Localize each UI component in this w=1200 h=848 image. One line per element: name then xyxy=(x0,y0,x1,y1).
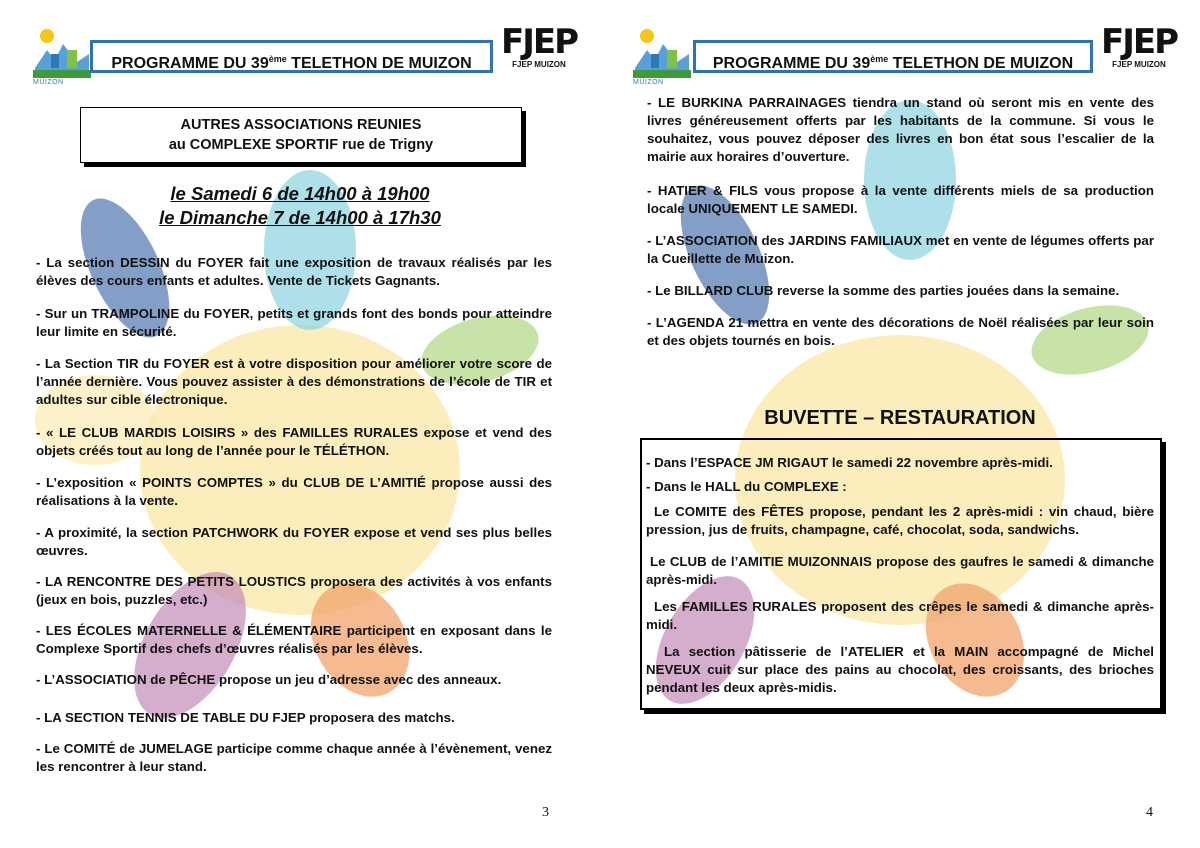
buvette-hall: - Dans le HALL du COMPLEXE : xyxy=(646,479,847,494)
paragraph-burkina: - LE BURKINA PARRAINAGES tiendra un stand où seront mis en vente des livres généreusement offerts par les habitants de la commune. Si vous le souhaitez, vous pouvez déposer des livres en bon état sous l’escalier de la mairie aux horaires d’ouverture. xyxy=(647,95,1154,164)
paragraph-tennis-de-table: - LA SECTION TENNIS DE TABLE DU FJEP proposera des matchs. xyxy=(36,710,455,725)
associations-title-box xyxy=(80,107,522,163)
date-sunday: le Dimanche 7 de 14h00 à 17h30 xyxy=(159,207,441,228)
fjep-logo-caption: FJEP MUIZON xyxy=(1112,60,1166,69)
fjep-logo-mark: FJEP xyxy=(1100,22,1178,62)
paragraph-petits-loustics: - LA RENCONTRE DES PETITS LOUSTICS proposera des activités à vos enfants (jeux en bois, puzzles, etc.) xyxy=(36,574,552,607)
buvette-comite-fetes: Le COMITE des FÊTES propose, pendant les 2 après-midi : vin chaud, bière pression, jus de fruits, champagne, café, chocolat, soda, sandwichs. xyxy=(646,504,1154,537)
associations-title-line1: AUTRES ASSOCIATIONS REUNIES xyxy=(180,117,422,133)
paragraph-agenda21: - L’AGENDA 21 mettra en vente des décorations de Noël réalisées par leur soin et des objets tournés en bois. xyxy=(647,315,1154,348)
fjep-logo xyxy=(499,22,579,82)
paragraph-jumelage: - Le COMITÉ de JUMELAGE participe comme chaque année à l’évènement, venez les rencontrer à leur stand. xyxy=(36,741,552,774)
muizon-logo xyxy=(33,24,91,86)
paragraph-peche: - L’ASSOCIATION de PÊCHE propose un jeu d’adresse avec des anneaux. xyxy=(36,672,502,687)
page-number: 3 xyxy=(542,805,549,820)
buvette-familles-rurales: Les FAMILLES RURALES proposent des crêpes le samedi & dimanche après-midi. xyxy=(646,599,1154,632)
paragraph-jardins: - L’ASSOCIATION des JARDINS FAMILIAUX met en vente de légumes offerts par la Cueillette de Muizon. xyxy=(647,233,1154,266)
buvette-title: BUVETTE – RESTAURATION xyxy=(764,407,1036,429)
muizon-logo-caption: MUIZON xyxy=(633,79,664,86)
date-saturday: le Samedi 6 de 14h00 à 19h00 xyxy=(170,183,430,204)
paragraph-patchwork: - A proximité, la section PATCHWORK du FOYER expose et vend ses plus belles œuvres. xyxy=(36,525,552,558)
buvette-patisserie: La section pâtisserie de l’ATELIER et la MAIN accompagné de Michel NEVEUX cuit sur place des pains au chocolat, des croissants, des brioches pendant les deux après-midis. xyxy=(646,644,1154,695)
buvette-club-amitie: Le CLUB de l’AMITIE MUIZONNAIS propose des gaufres le samedi & dimanche après-midi. xyxy=(646,554,1154,587)
page-number: 4 xyxy=(1146,805,1153,820)
header-title: PROGRAMME DU 39ème TELETHON DE MUIZON xyxy=(693,40,1093,73)
paragraph-tir: - La Section TIR du FOYER est à votre disposition pour améliorer votre score de l’année dernière. Vous pouvez assister à des démonstrations de l’école de TIR et adultes sur cible électronique. xyxy=(36,356,552,407)
paragraph-hatier: - HATIER & FILS vous propose à la vente différents miels de sa production locale UNIQUEMENT LE SAMEDI. xyxy=(647,183,1154,216)
paragraph-billard: - Le BILLARD CLUB reverse la somme des parties jouées dans la semaine. xyxy=(647,283,1120,298)
fjep-logo-mark: FJEP xyxy=(500,22,578,62)
buvette-espace-rigaut: - Dans l’ESPACE JM RIGAUT le samedi 22 novembre après-midi. xyxy=(646,455,1053,470)
paragraph-dessin: - La section DESSIN du FOYER fait une exposition de travaux réalisés par les élèves des cours enfants et adultes. Vente de Tickets Gagnants. xyxy=(36,255,552,288)
muizon-logo-caption: MUIZON xyxy=(33,79,64,86)
muizon-logo xyxy=(633,24,691,86)
fjep-logo-caption: FJEP MUIZON xyxy=(512,60,566,69)
paragraph-points-comptes: - L’exposition « POINTS COMPTES » du CLUB DE L’AMITIÉ propose aussi des réalisations à la vente. xyxy=(36,475,552,508)
associations-title-line2: au COMPLEXE SPORTIF rue de Trigny xyxy=(168,137,434,153)
header-title: PROGRAMME DU 39ème TELETHON DE MUIZON xyxy=(90,40,493,73)
paragraph-mardis-loisirs: - « LE CLUB MARDIS LOISIRS » des FAMILLES RURALES expose et vend des objets créés tout au long de l’année pour le TÉLÉTHON. xyxy=(36,425,552,458)
paragraph-trampoline: - Sur un TRAMPOLINE du FOYER, petits et grands font des bonds pour atteindre leur limite en sécurité. xyxy=(36,306,552,339)
fjep-logo xyxy=(1099,22,1179,82)
paragraph-ecoles: - LES ÉCOLES MATERNELLE & ÉLÉMENTAIRE participent en exposant dans le Complexe Sportif des chefs d’œuvres réalisés par les élèves. xyxy=(36,623,552,656)
